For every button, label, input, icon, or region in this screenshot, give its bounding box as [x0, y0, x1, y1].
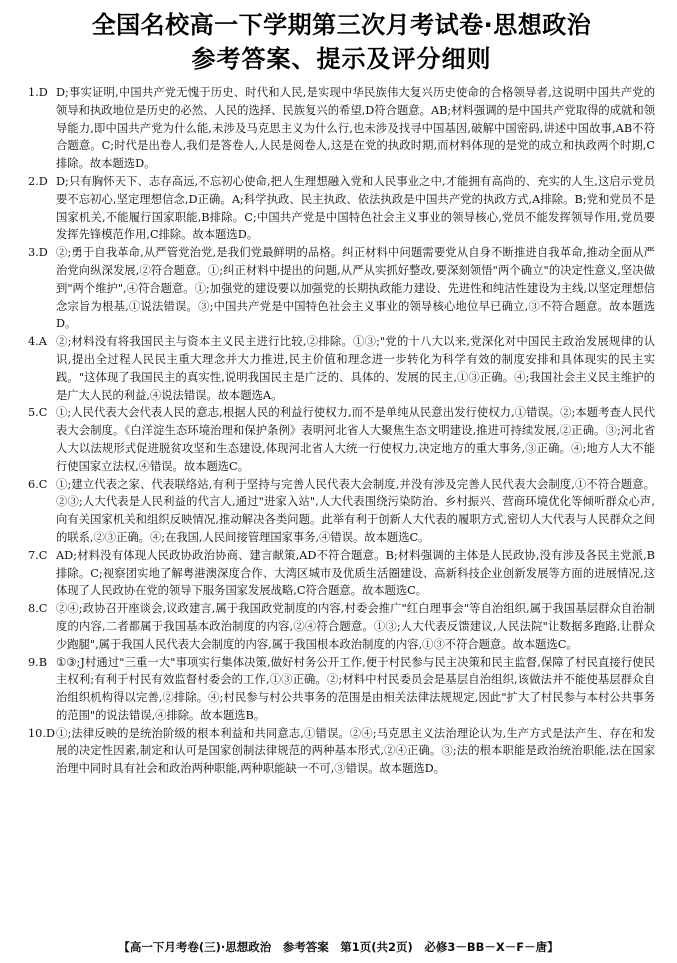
answer-number: 5.C — [28, 406, 48, 420]
answer-item-4 — [28, 333, 655, 404]
answer-explanation: ②④;政协召开座谈会,议政建言,属于我国政党制度的内容,村委会推广"红白理事会"等自治组织,属于我国基层群众自治制度的内容,二者都属于我国基本政治制度的内容,②④符合题意。①③;人大代表反馈建议,人民法院"让数据多跑路,让群众少跑腿",属于我国人民代表大会制度的内容,属于我国根本政治制度的内容,①③不符合题意。故本题选C。 — [56, 602, 655, 651]
answer-number: 8.C — [28, 602, 48, 616]
answer-explanation: ②;材料没有将我国民主与资本主义民主进行比较,②排除。①③;"党的十八大以来,党深化对中国民主政治发展规律的认识,提出全过程人民民主重大理念并大力推进,民主价值和理念进一步转化为科学有效的制度安排和具体现实的民主实践。"这体现了我国民主的真实性,说明我国民主是广泛的、具体的、发展的民主,①③正确。④;我国社会主义民主维护的是广大人民的利益,④说法错误。故本题选A。 — [56, 335, 655, 402]
answer-number: 7.C — [28, 548, 48, 562]
answer-item-9 — [28, 654, 655, 725]
answer-item-1 — [28, 84, 655, 173]
answer-item-5 — [28, 404, 655, 475]
answer-item-3 — [28, 244, 655, 333]
answer-number: 9.B — [28, 655, 48, 669]
answer-explanation: ①;建立代表之家、代表联络站,有利于坚持与完善人民代表大会制度,并没有涉及完善人民代表大会制度,①不符合题意。②③;人大代表是人民利益的代言人,通过"进家入站",人大代表围绕污染防治、乡村振兴、营商环境优化等倾听群众心声,向有关国家机关和组织反映情况,推动解决各类问题。此举有利于创新人大代表的履职方式,密切人大代表与人民群众之间的联系,②③正确。④;在我国,人民间接管理国家事务,④错误。故本题选C。 — [56, 477, 655, 544]
answer-item-7 — [28, 547, 655, 600]
page-footer: 【高一下月考卷(三)·思想政治 参考答案 第1页(共2页) 必修3－BB－X－F－唐】 — [118, 940, 559, 954]
answer-item-8 — [28, 600, 655, 653]
answer-explanation: ①;法律反映的是统治阶级的根本利益和共同意志,①错误。②④;马克思主义法治理论认为,生产方式是法产生、存在和发展的决定性因素,制定和认可是国家创制法律规范的两种基本形式,②④正确。③;法的根本职能是政治统治职能,法在国家治理中同时具有社会和政治两种职能,两种职能缺一不可,③错误。故本题选D。 — [56, 726, 655, 776]
answer-number: 2.D — [28, 174, 48, 188]
answer-explanation: ①③;J村通过"三重一大"事项实行集体决策,做好村务公开工作,便于村民参与民主决策和民主监督,保障了村民直接行使民主权利;有利于村民有效监督村委会的工作,①③正确。②;材料中村民委员会是基层自治组织,该做法并不能使基层群众自治组织机构得以完善,②排除。④;村民参与村公共事务的范围是由相关法律法规规定,因此"扩大了村民参与本村公共事务的范围"的说法错误,④排除。故本题选B。 — [56, 655, 655, 722]
answer-number: 1.D — [28, 86, 48, 99]
answer-explanation: ②;勇于自我革命,从严管党治党,是我们党最鲜明的品格。纠正材料中问题需要党从自身不断推进自我革命,推动全面从严治党向纵深发展,②符合题意。①;纠正材料中提出的问题,从严从实抓好整改,要深刻领悟"两个确立"的决定性意义,坚决做到"两个维护",④符合题意。①;加强党的建设要以加强党的长期执政能力建设、先进性和纯洁性建设为主线,以坚定理想信念宗旨为根基,①说法错误。③;中国共产党是中国特色社会主义事业的领导核心地位早已确立,③不符合题意。故本题选D。 — [56, 246, 655, 331]
answer-item-10 — [28, 725, 655, 778]
answer-item-6 — [28, 476, 655, 547]
answer-number: 6.C — [28, 477, 48, 491]
answer-number: 4.A — [28, 335, 47, 349]
page-subtitle: 参考答案、提示及评分细则 — [191, 45, 492, 73]
answer-explanation: ①;人民代表大会代表人民的意志,根据人民的利益行使权力,而不是单纯从民意出发行使权力,①错误。②;本题考查人民代表大会制度。《白洋淀生态环境治理和保护条例》表明河北省人大聚焦生态文明建设,推进可持续发展,②正确。③;河北省人大以法规形式促进脱贫攻坚和生态建设,体现河北省人大统一行使权力,决定地方的重大事务,③正确。④;地方人大不能行使国家立法权,④错误。故本题选C。 — [56, 406, 655, 473]
answer-number: 10.D — [28, 726, 56, 740]
answer-list — [28, 84, 655, 778]
answer-explanation: D;事实证明,中国共产党无愧于历史、时代和人民,是实现中华民族伟大复兴历史使命的合格领导者,这说明中国共产党的领导和执政地位是历史的必然、人民的选择、民族复兴的希望,D符合题意。AB;材料强调的是中国共产党取得的成就和领导能力,即中国共产党为什么能,未涉及马克思主义为什么行,也未涉及找寻中国基因,破解中国密码,讲述中国故事,AB不符合题意。C;时代是出卷人,我们是答卷人,人民是阅卷人,这是在党的执政时期,而材料体现的是党的成立和执政两个时期,C排除。故本题选D。 — [56, 86, 655, 171]
answer-number: 3.D — [28, 246, 48, 260]
answer-item-2 — [28, 173, 655, 244]
answer-explanation: D;只有胸怀天下、志存高远,不忘初心使命,把人生理想融入党和人民事业之中,才能拥有高尚的、充实的人生,这启示党员要不忘初心,坚定理想信念,D正确。A;科学执政、民主执政、依法执政是中国共产党的执政方式,A排除。B;党和党员不是国家机关,不能履行国家职能,B排除。C;中国共产党是中国特色社会主义事业的领导核心,党员不能发挥领导作用,党员要发挥先锋模范作用,C排除。故本题选D。 — [56, 174, 655, 242]
page-title: 全国名校高一下学期第三次月考试卷·思想政治 — [91, 11, 592, 39]
answer-explanation: AD;材料没有体现人民政协政治协商、建言献策,AD不符合题意。B;材料强调的主体是人民政协,没有涉及各民主党派,B排除。C;视察团实地了解粤港澳深度合作、大湾区城市及优质生活圈建设、高新科技企业创新发展等方面的进展情况,这体现了人民政协在党的领导下服务国家发展战略,C符合题意。故本题选C。 — [56, 548, 655, 598]
